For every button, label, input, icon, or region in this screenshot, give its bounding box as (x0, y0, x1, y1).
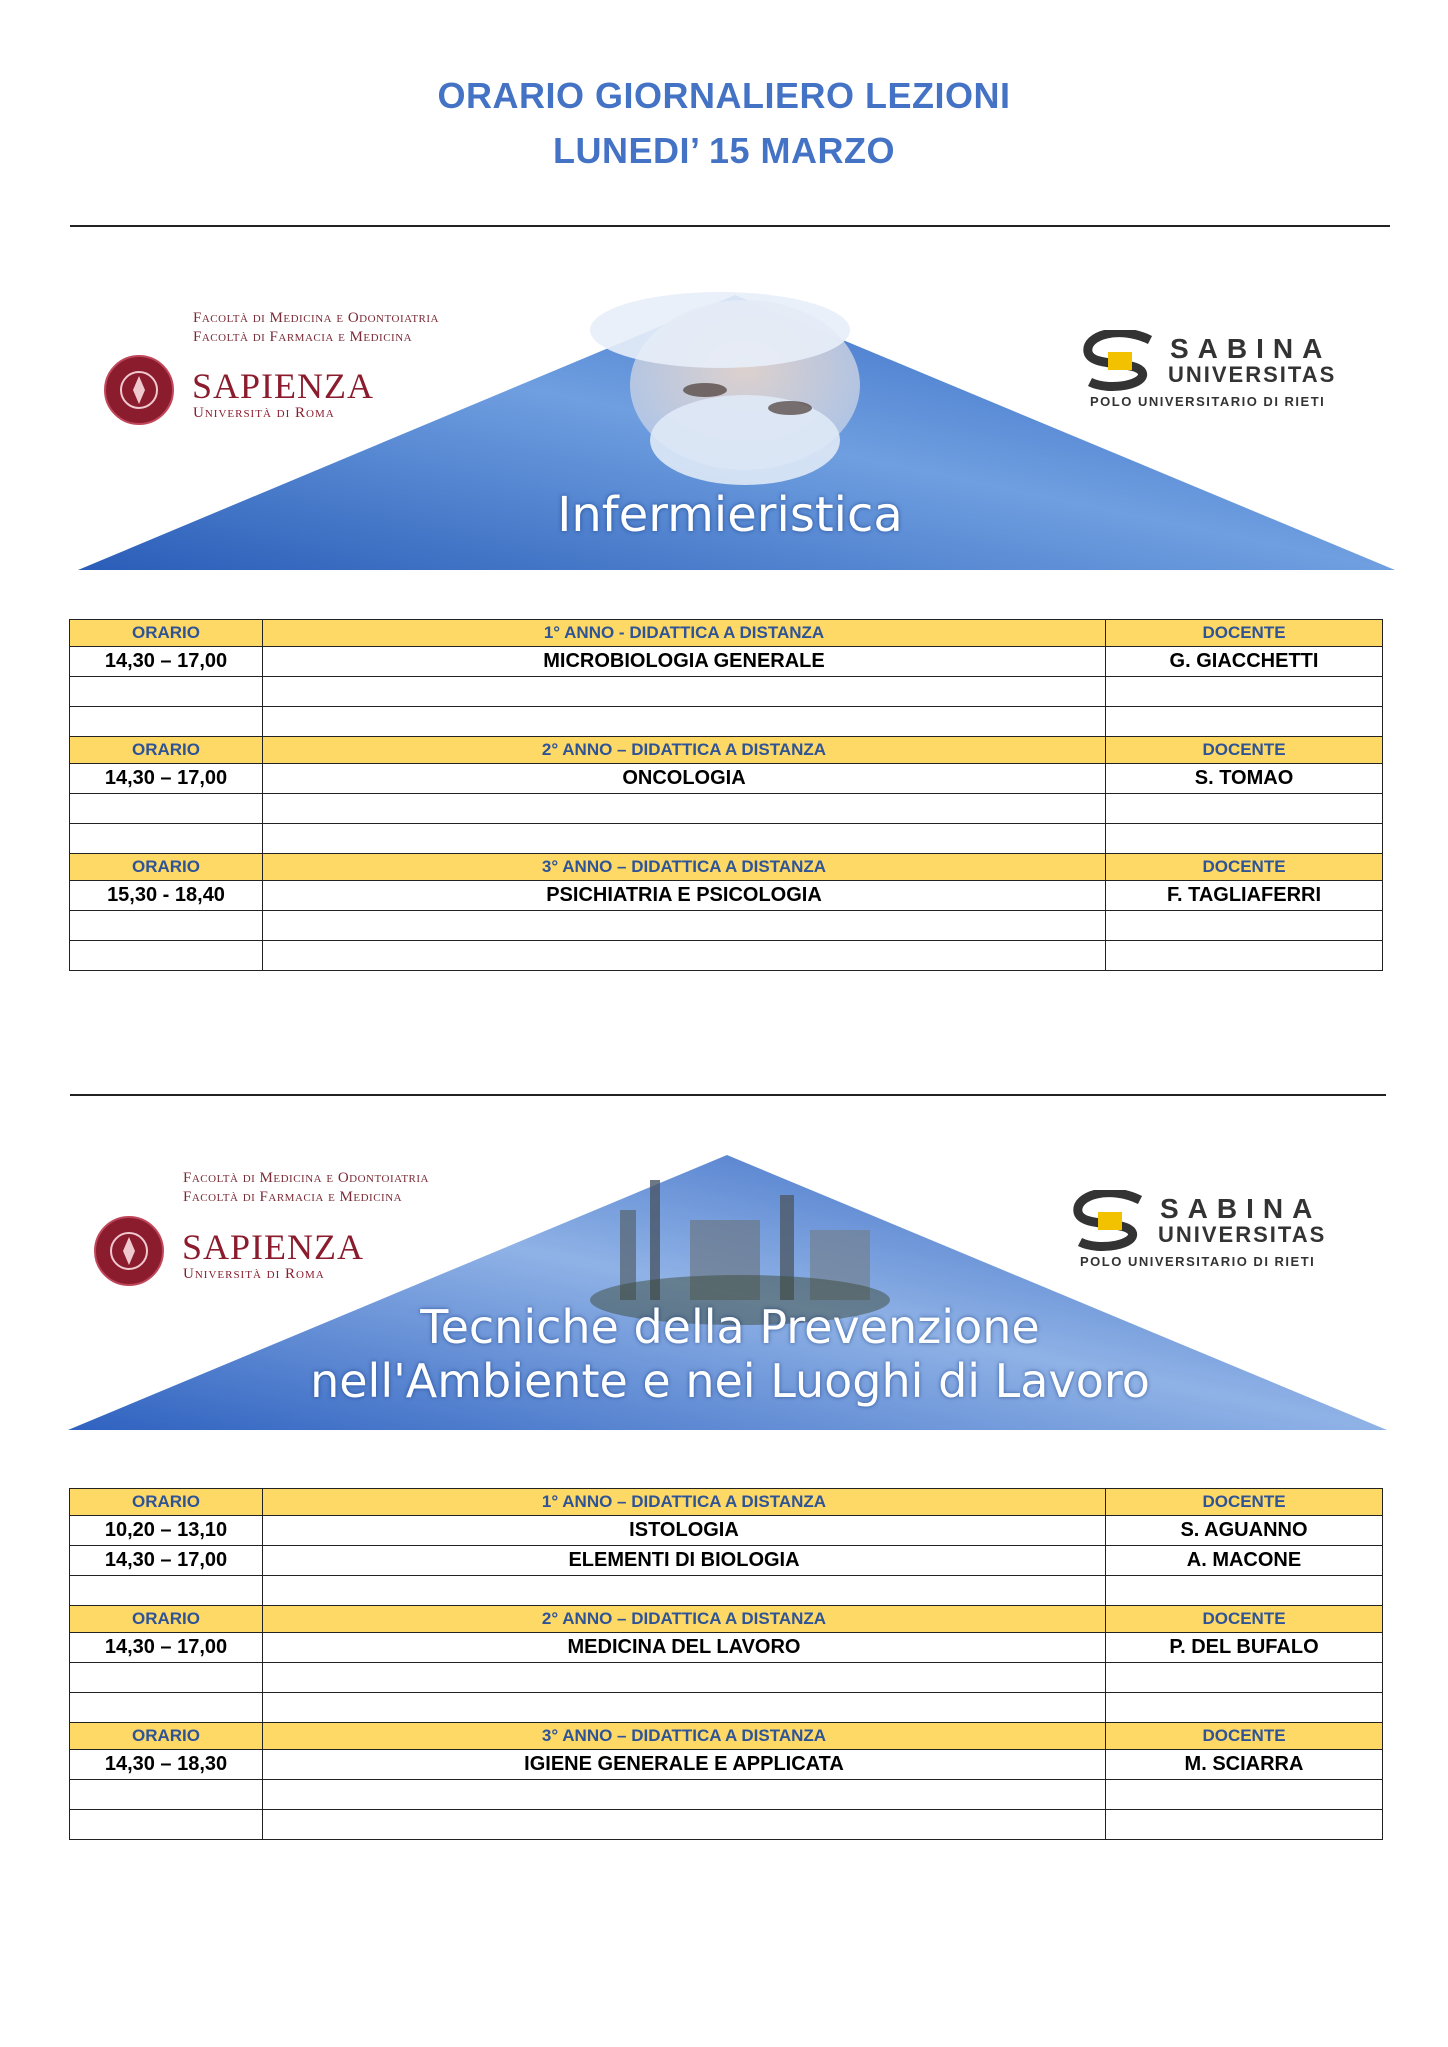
cell-orario (70, 677, 263, 707)
cell-materia: IGIENE GENERALE E APPLICATA (263, 1750, 1106, 1780)
table-row (70, 1546, 1383, 1576)
cell-docente: P. DEL BUFALO (1106, 1633, 1383, 1663)
cell-docente (1106, 677, 1383, 707)
table-row (70, 1576, 1383, 1606)
cell-docente (1106, 1576, 1383, 1606)
header-docente: DOCENTE (1106, 620, 1383, 647)
header-anno: 3° ANNO – DIDATTICA A DISTANZA (263, 854, 1106, 881)
header-anno: 2° ANNO – DIDATTICA A DISTANZA (263, 737, 1106, 764)
table-row (70, 647, 1383, 677)
header-orario: ORARIO (70, 854, 263, 881)
cell-materia: MEDICINA DEL LAVORO (263, 1633, 1106, 1663)
cell-orario (70, 707, 263, 737)
sapienza-logo-text: SAPIENZA (182, 1227, 365, 1267)
cell-orario (70, 1576, 263, 1606)
cell-docente: S. TOMAO (1106, 764, 1383, 794)
page-date: LUNEDI’ 15 MARZO (552, 130, 896, 171)
cell-docente: M. SCIARRA (1106, 1750, 1383, 1780)
sabina-book-icon (1080, 330, 1160, 392)
universitas-logo-text: UNIVERSITAS (1158, 1222, 1327, 1247)
cell-orario: 10,20 – 13,10 (70, 1516, 263, 1546)
cell-docente (1106, 941, 1383, 971)
cell-docente (1106, 1693, 1383, 1723)
schedule-table-tecniche-prevenzione (69, 1488, 1383, 1840)
cell-materia: ELEMENTI DI BIOLOGIA (263, 1546, 1106, 1576)
table-row (70, 1810, 1383, 1840)
cell-orario (70, 824, 263, 854)
banner-infermieristica (0, 290, 1448, 575)
cell-orario (70, 1810, 263, 1840)
cell-orario: 14,30 – 17,00 (70, 1546, 263, 1576)
table-header-row (70, 737, 1383, 764)
faculty-line: Facoltà di Medicina e Odontoiatria (183, 1170, 429, 1186)
table-header-row (70, 854, 1383, 881)
cell-docente (1106, 824, 1383, 854)
universitas-logo-text: UNIVERSITAS (1168, 362, 1337, 387)
table-row (70, 677, 1383, 707)
sabina-logo-text: SABINA (1170, 333, 1332, 364)
table-row (70, 1780, 1383, 1810)
cell-orario (70, 1663, 263, 1693)
cell-docente (1106, 794, 1383, 824)
table-row (70, 1516, 1383, 1546)
cell-materia (263, 1693, 1106, 1723)
header-anno: 2° ANNO – DIDATTICA A DISTANZA (263, 1606, 1106, 1633)
header-docente: DOCENTE (1106, 1723, 1383, 1750)
course-title-line: Tecniche della Prevenzione (420, 1300, 1040, 1354)
cell-docente: F. TAGLIAFERRI (1106, 881, 1383, 911)
cell-docente (1106, 1780, 1383, 1810)
header-orario: ORARIO (70, 1489, 263, 1516)
cell-materia (263, 677, 1106, 707)
header-orario: ORARIO (70, 1606, 263, 1633)
cell-docente (1106, 707, 1383, 737)
table-header-row (70, 1489, 1383, 1516)
cell-docente (1106, 1810, 1383, 1840)
faculty-line: Facoltà di Medicina e Odontoiatria (193, 310, 439, 326)
header-docente: DOCENTE (1106, 737, 1383, 764)
table-header-row (70, 620, 1383, 647)
course-title: Infermieristica (557, 487, 903, 543)
polo-rieti-text: POLO UNIVERSITARIO DI RIETI (1090, 394, 1326, 409)
header-docente: DOCENTE (1106, 1489, 1383, 1516)
table-row (70, 824, 1383, 854)
sapienza-logo-text: SAPIENZA (192, 366, 375, 406)
cell-orario: 14,30 – 17,00 (70, 1633, 263, 1663)
universita-roma-text: Università di Roma (193, 405, 335, 421)
divider (70, 1094, 1386, 1096)
table-row (70, 707, 1383, 737)
sabina-book-icon (1070, 1190, 1150, 1252)
cell-docente: A. MACONE (1106, 1546, 1383, 1576)
cell-orario (70, 1780, 263, 1810)
cell-orario: 14,30 – 17,00 (70, 647, 263, 677)
cell-docente (1106, 1663, 1383, 1693)
table-row (70, 881, 1383, 911)
faculty-line: Facoltà di Farmacia e Medicina (193, 329, 413, 345)
table-row (70, 911, 1383, 941)
cell-materia: PSICHIATRIA E PSICOLOGIA (263, 881, 1106, 911)
cell-orario (70, 941, 263, 971)
table-header-row (70, 1606, 1383, 1633)
divider (70, 225, 1390, 227)
cell-materia (263, 941, 1106, 971)
header-docente: DOCENTE (1106, 854, 1383, 881)
banner-tecniche-prevenzione (0, 1150, 1448, 1435)
header-orario: ORARIO (70, 620, 263, 647)
sabina-logo-text: SABINA (1160, 1193, 1322, 1224)
cell-materia: MICROBIOLOGIA GENERALE (263, 647, 1106, 677)
table-row (70, 1663, 1383, 1693)
cell-materia (263, 1780, 1106, 1810)
header-orario: ORARIO (70, 1723, 263, 1750)
header-docente: DOCENTE (1106, 1606, 1383, 1633)
table-row (70, 1693, 1383, 1723)
cell-docente: G. GIACCHETTI (1106, 647, 1383, 677)
table-row (70, 1633, 1383, 1663)
header-anno: 1° ANNO - DIDATTICA A DISTANZA (263, 620, 1106, 647)
polo-rieti-text: POLO UNIVERSITARIO DI RIETI (1080, 1254, 1316, 1269)
cell-materia (263, 794, 1106, 824)
cell-materia (263, 1576, 1106, 1606)
cell-materia (263, 707, 1106, 737)
cell-docente (1106, 911, 1383, 941)
table-row (70, 794, 1383, 824)
table-row (70, 764, 1383, 794)
cell-materia (263, 1663, 1106, 1693)
cell-materia (263, 1810, 1106, 1840)
faculty-line: Facoltà di Farmacia e Medicina (183, 1189, 403, 1205)
header-anno: 1° ANNO – DIDATTICA A DISTANZA (263, 1489, 1106, 1516)
sapienza-seal-icon (94, 1216, 164, 1286)
schedule-table-infermieristica (69, 619, 1383, 971)
header-anno: 3° ANNO – DIDATTICA A DISTANZA (263, 1723, 1106, 1750)
table-row (70, 1750, 1383, 1780)
universita-roma-text: Università di Roma (183, 1266, 325, 1282)
cell-orario: 14,30 – 17,00 (70, 764, 263, 794)
cell-orario (70, 911, 263, 941)
table-header-row (70, 1723, 1383, 1750)
course-title-line: nell'Ambiente e nei Luoghi di Lavoro (310, 1354, 1150, 1408)
sapienza-seal-icon (104, 355, 174, 425)
cell-materia: ONCOLOGIA (263, 764, 1106, 794)
cell-docente: S. AGUANNO (1106, 1516, 1383, 1546)
cell-orario (70, 794, 263, 824)
cell-orario: 14,30 – 18,30 (70, 1750, 263, 1780)
cell-orario (70, 1693, 263, 1723)
header-orario: ORARIO (70, 737, 263, 764)
cell-materia (263, 824, 1106, 854)
cell-orario: 15,30 - 18,40 (70, 881, 263, 911)
table-row (70, 941, 1383, 971)
course-title (290, 1300, 1170, 1408)
cell-materia (263, 911, 1106, 941)
page-title: ORARIO GIORNALIERO LEZIONI (437, 75, 1011, 116)
cell-materia: ISTOLOGIA (263, 1516, 1106, 1546)
